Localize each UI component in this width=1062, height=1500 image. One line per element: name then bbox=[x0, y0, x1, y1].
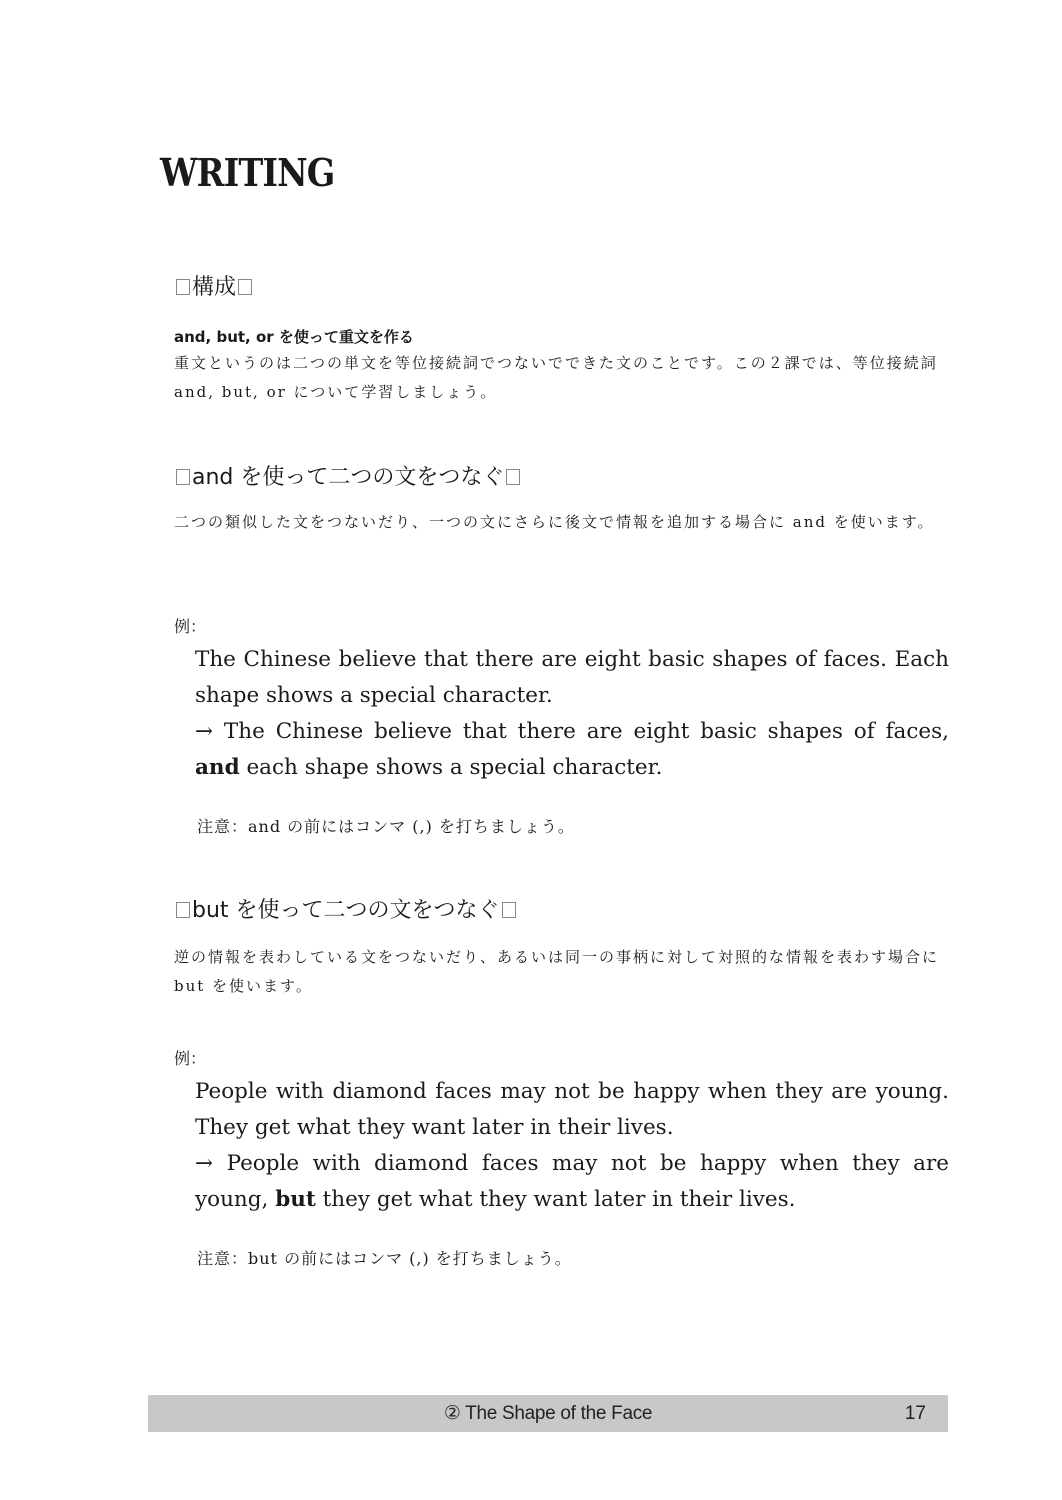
section-heading-text: but を使って二つの文をつなぐ bbox=[192, 898, 500, 923]
subheading-compound-sentence: and, but, or を使って重文を作る bbox=[174, 328, 414, 346]
conjunction-keyword: but bbox=[275, 1187, 316, 1212]
bracket-box-icon bbox=[238, 279, 252, 295]
example-label: 例： bbox=[174, 617, 207, 636]
section1-body: 重文というのは二つの単文を等位接続詞でつないでできた文のことです。この２課では、等位接続詞 and, but, or について学習しましょう。 bbox=[174, 354, 938, 401]
section-heading-text: 構成 bbox=[192, 275, 237, 300]
example-block-but bbox=[195, 1074, 949, 1218]
bracket-box-icon bbox=[176, 902, 190, 918]
note-and-comma: 注意：and の前にはコンマ (,) を打ちましょう。 bbox=[197, 817, 575, 836]
section-heading-but bbox=[174, 893, 518, 924]
note-but-comma: 注意：but の前にはコンマ (,) を打ちましょう。 bbox=[197, 1249, 572, 1268]
page-title: WRITING bbox=[160, 150, 335, 195]
footer-chapter-title: ② The Shape of the Face bbox=[443, 1403, 653, 1424]
section-heading-text: and を使って二つの文をつなぐ bbox=[192, 465, 505, 490]
example-joined-sentence: → People with diamond faces may not be happy when they are young, but they get what they want later in their lives. bbox=[195, 1151, 949, 1212]
example-label: 例： bbox=[174, 1049, 207, 1068]
bracket-box-icon bbox=[506, 469, 520, 485]
section2-body: 二つの類似した文をつないだり、一つの文にさらに後文で情報を追加する場合に and を使います。 bbox=[174, 513, 935, 531]
section-heading-structure bbox=[174, 270, 254, 301]
page-number: 17 bbox=[904, 1403, 926, 1424]
example-original-sentences: The Chinese believe that there are eight basic shapes of faces. Each shape shows a special character. bbox=[195, 647, 949, 708]
example-joined-sentence: → The Chinese believe that there are eight basic shapes of faces, and each shape shows a special character. bbox=[195, 719, 949, 780]
section3-body: 逆の情報を表わしている文をつないだり、あるいは同一の事柄に対して対照的な情報を表わす場合に but を使います。 bbox=[174, 948, 940, 995]
section-heading-and bbox=[174, 460, 522, 491]
bracket-box-icon bbox=[502, 902, 516, 918]
bracket-box-icon bbox=[176, 279, 190, 295]
example-original-sentences: People with diamond faces may not be happy when they are young. They get what they want later in their lives. bbox=[195, 1079, 949, 1140]
conjunction-keyword: and bbox=[195, 755, 240, 780]
arrow-icon: → bbox=[195, 719, 214, 744]
footer-bar bbox=[148, 1395, 948, 1432]
example-block-and bbox=[195, 642, 949, 786]
bracket-box-icon bbox=[176, 469, 190, 485]
arrow-icon: → bbox=[195, 1151, 214, 1176]
